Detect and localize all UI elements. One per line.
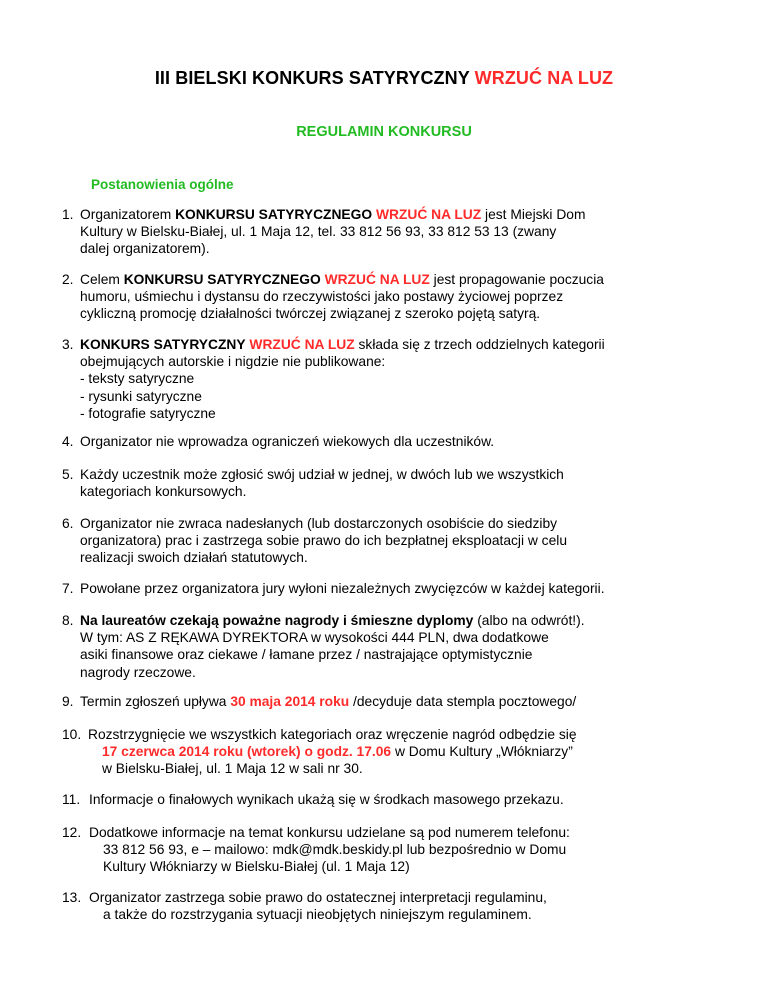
rule-item-13 <box>62 889 722 923</box>
rule-item-3 <box>62 336 722 422</box>
item-line: cykliczną promocję działalności twórczej związanej z szeroko pojętą satyrą. <box>80 306 541 322</box>
item-accent-text: WRZUĆ NA LUZ <box>324 272 430 287</box>
page-title <box>0 68 768 89</box>
item-number: 7. <box>62 581 74 596</box>
item-line: asiki finansowe oraz ciekawe / łamane przez / nastrajające optymistycznie <box>80 647 533 663</box>
item-line: a także do rozstrzygania sytuacji nieobjętych niniejszym regulaminem. <box>103 907 532 923</box>
item-line: Informacje o finałowych wynikach ukażą się w środkach masowego przekazu. <box>89 792 564 807</box>
item-line: Dodatkowe informacje na temat konkursu udzielane są pod numerem telefonu: <box>89 825 570 840</box>
item-line: nagrody rzeczowe. <box>80 664 196 680</box>
item-line: Kultury Włókniarzy w Bielsku-Białej (ul. 1 Maja 12) <box>103 859 410 875</box>
category-line: - fotografie satyryczne <box>80 405 216 421</box>
rule-item-11 <box>62 791 722 808</box>
item-bold-text: KONKURSU SATYRYCZNEGO <box>175 207 373 222</box>
item-bold-text: Na laureatów czekają poważne nagrody i śmieszne dyplomy <box>80 613 474 628</box>
item-number: 9. <box>62 694 74 709</box>
item-number: 2. <box>62 272 74 287</box>
contact-line: 33 812 56 93, e – mailowo: mdk@mdk.beskidy.pl lub bezpośrednio w Domu <box>103 842 567 858</box>
item-line: w Bielsku-Białej, ul. 1 Maja 12 w sali nr 30. <box>102 761 363 777</box>
category-line: - teksty satyryczne <box>80 371 195 387</box>
rule-item-8 <box>62 612 722 681</box>
item-line: realizacji swoich działań statutowych. <box>80 550 308 566</box>
subtitle: REGULAMIN KONKURSU <box>296 124 472 140</box>
item-line: obejmujących autorskie i nigdzie nie publikowane: <box>80 354 386 370</box>
item-line: Każdy uczestnik może zgłosić swój udział w jednej, w dwóch lub we wszystkich <box>80 467 564 482</box>
item-number: 6. <box>62 516 74 531</box>
item-text: jest Miejski Dom <box>485 207 586 222</box>
item-line: dalej organizatorem). <box>80 241 210 257</box>
item-number: 10. <box>62 727 82 742</box>
rule-item-1 <box>62 206 722 258</box>
item-line: Powołane przez organizatora jury wyłoni niezależnych zwycięzców w każdej kategorii. <box>80 581 605 596</box>
ceremony-date: 17 czerwca 2014 roku (wtorek) o godz. 17.06 <box>102 744 392 760</box>
rule-item-5 <box>62 466 722 500</box>
item-line: Rozstrzygnięcie we wszystkich kategoriach oraz wręczenie nagród odbędzie się <box>88 727 577 742</box>
category-line: - rysunki satyryczne <box>80 388 202 404</box>
item-accent-text: WRZUĆ NA LUZ <box>375 207 482 222</box>
item-text: składa się z trzech oddzielnych kategorii <box>358 337 605 352</box>
item-number: 11. <box>62 792 81 807</box>
item-text: /decyduje data stempla pocztowego/ <box>353 694 577 709</box>
rule-item-12 <box>62 824 722 876</box>
section-heading: Postanowienia ogólne <box>91 177 234 192</box>
item-number: 5. <box>62 467 74 482</box>
rule-item-6 <box>62 515 722 567</box>
item-line: kategoriach konkursowych. <box>80 484 247 500</box>
item-number: 13. <box>62 890 82 905</box>
item-number: 3. <box>62 337 74 352</box>
rule-item-9 <box>62 693 722 710</box>
item-number: 4. <box>62 434 74 449</box>
rule-item-10 <box>62 726 722 778</box>
item-line: Kultury w Bielsku-Białej, ul. 1 Maja 12, tel. 33 812 56 93, 33 812 53 13 (zwany <box>80 224 557 240</box>
item-number: 12. <box>62 825 82 840</box>
item-text: Organizatorem <box>80 207 172 222</box>
item-text: jest propagowanie poczucia <box>433 272 604 287</box>
item-line: organizatora) prac i zastrzega sobie prawo do ich bezpłatnej eksploatacji w celu <box>80 533 567 549</box>
item-number: 8. <box>62 613 74 628</box>
rule-item-4 <box>62 433 722 450</box>
deadline-date: 30 maja 2014 roku <box>230 694 350 709</box>
item-bold-text: KONKURS SATYRYCZNY <box>80 337 246 352</box>
item-line: Organizator nie zwraca nadesłanych (lub dostarczonych osobiście do siedziby <box>80 516 558 531</box>
rule-item-7 <box>62 580 722 597</box>
item-accent-text: WRZUĆ NA LUZ <box>249 337 355 352</box>
item-bold-text: KONKURSU SATYRYCZNEGO <box>123 272 321 287</box>
item-number: 1. <box>62 207 74 222</box>
item-line: Organizator zastrzega sobie prawo do ostatecznej interpretacji regulaminu, <box>89 890 547 905</box>
item-text: (albo na odwrót!). <box>477 613 585 628</box>
title-prefix: III BIELSKI KONKURS SATYRYCZNY <box>154 68 470 88</box>
item-line: humoru, uśmiechu i dystansu do rzeczywistości jako postawy życiowej poprzez <box>80 289 564 305</box>
title-accent: WRZUĆ NA LUZ <box>474 68 614 88</box>
rule-item-2 <box>62 271 722 323</box>
item-line: Organizator nie wprowadza ograniczeń wiekowych dla uczestników. <box>80 434 495 449</box>
item-text: w Domu Kultury „Włókniarzy” <box>394 744 573 760</box>
item-text: Termin zgłoszeń upływa <box>80 694 227 709</box>
item-line: W tym: AS Z RĘKAWA DYREKTORA w wysokości 444 PLN, dwa dodatkowe <box>80 630 549 646</box>
item-text: Celem <box>80 272 120 287</box>
